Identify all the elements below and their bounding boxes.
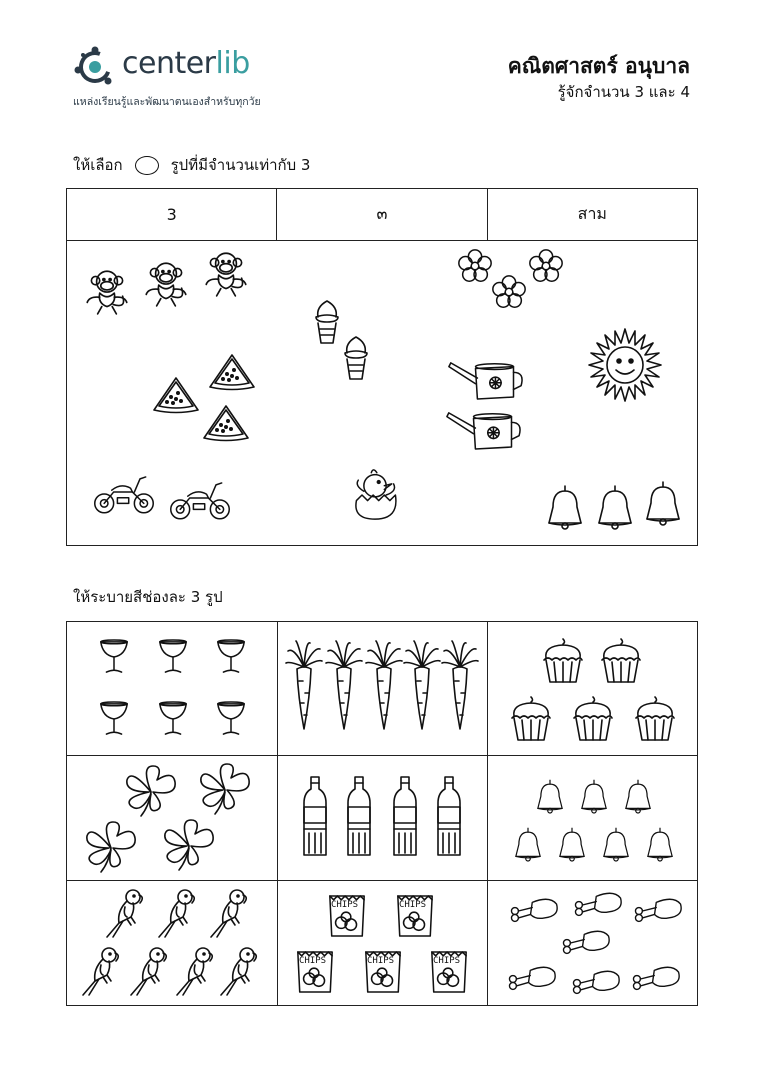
chips-icon bbox=[294, 947, 336, 997]
chips-label: CHIPS bbox=[331, 900, 359, 910]
drumstick-icon[interactable] bbox=[572, 889, 624, 921]
motorcycle-icon[interactable] bbox=[167, 477, 233, 521]
carrot-icon[interactable] bbox=[364, 636, 404, 734]
cell-carrots bbox=[278, 622, 488, 756]
chips-bag[interactable] bbox=[394, 891, 436, 941]
drumstick-icon[interactable] bbox=[570, 967, 622, 999]
chips-label: CHIPS bbox=[433, 956, 461, 966]
flower-icon[interactable] bbox=[456, 247, 494, 285]
chick-icon[interactable] bbox=[349, 467, 401, 523]
chips-icon bbox=[394, 891, 436, 941]
ice-cream-icon[interactable] bbox=[312, 297, 342, 347]
chips-label: CHIPS bbox=[399, 900, 427, 910]
parrot-icon[interactable] bbox=[155, 887, 199, 939]
glass-icon[interactable] bbox=[97, 636, 131, 678]
parrot-icon[interactable] bbox=[127, 945, 171, 997]
bell-icon[interactable] bbox=[512, 826, 544, 864]
carrot-icon[interactable] bbox=[440, 636, 480, 734]
glass-icon[interactable] bbox=[97, 698, 131, 740]
chips-icon bbox=[362, 947, 404, 997]
watermelon-icon[interactable] bbox=[207, 352, 257, 392]
parrot-icon[interactable] bbox=[173, 945, 217, 997]
flower-icon[interactable] bbox=[490, 273, 528, 311]
brand-name-part2: lib bbox=[215, 46, 250, 81]
chips-bag[interactable] bbox=[362, 947, 404, 997]
cupcake-icon[interactable] bbox=[508, 694, 554, 744]
bottle-icon[interactable] bbox=[390, 774, 420, 860]
glass-icon[interactable] bbox=[214, 636, 248, 678]
brand-name bbox=[122, 46, 250, 81]
monkey-icon[interactable] bbox=[81, 265, 133, 317]
chips-bag[interactable] bbox=[428, 947, 470, 997]
glass-icon[interactable] bbox=[214, 698, 248, 740]
carrot-icon[interactable] bbox=[324, 636, 364, 734]
carrot-icon[interactable] bbox=[284, 636, 324, 734]
cupcake-icon[interactable] bbox=[632, 694, 678, 744]
parrot-icon[interactable] bbox=[207, 887, 251, 939]
instruction-2: ให้ระบายสีช่องละ 3 รูป bbox=[73, 588, 223, 606]
parrot-icon[interactable] bbox=[79, 945, 123, 997]
chips-label: CHIPS bbox=[299, 956, 327, 966]
bell-icon[interactable] bbox=[534, 778, 566, 816]
watermelon-icon[interactable] bbox=[151, 375, 201, 415]
bell-icon[interactable] bbox=[622, 778, 654, 816]
clover-icon[interactable] bbox=[193, 760, 257, 816]
ice-cream-icon[interactable] bbox=[341, 333, 371, 383]
chips-bag[interactable] bbox=[294, 947, 336, 997]
monkey-icon[interactable] bbox=[140, 257, 192, 309]
cupcake-icon[interactable] bbox=[570, 694, 616, 744]
bottle-icon[interactable] bbox=[434, 774, 464, 860]
cupcake-icon[interactable] bbox=[540, 636, 586, 686]
bell-icon[interactable] bbox=[556, 826, 588, 864]
bell-icon[interactable] bbox=[643, 479, 683, 529]
cell-parrots bbox=[67, 881, 278, 1005]
clover-icon[interactable] bbox=[119, 762, 183, 818]
cupcake-icon[interactable] bbox=[598, 636, 644, 686]
chips-icon bbox=[326, 891, 368, 941]
flower-icon[interactable] bbox=[527, 247, 565, 285]
oval-icon bbox=[135, 156, 159, 175]
sun-icon[interactable] bbox=[585, 325, 665, 405]
drumstick-icon[interactable] bbox=[630, 963, 682, 995]
column-header-numeral: 3 bbox=[67, 189, 277, 240]
parrot-icon[interactable] bbox=[103, 887, 147, 939]
clover-icon[interactable] bbox=[79, 818, 143, 874]
bell-icon[interactable] bbox=[644, 826, 676, 864]
drumstick-icon[interactable] bbox=[632, 895, 684, 927]
bell-icon[interactable] bbox=[595, 483, 635, 533]
chips-icon bbox=[428, 947, 470, 997]
cell-glasses bbox=[67, 622, 278, 756]
bottle-icon[interactable] bbox=[300, 774, 330, 860]
cell-drumsticks bbox=[488, 881, 697, 1005]
brand-name-part1: center bbox=[122, 46, 216, 81]
cell-chips bbox=[278, 881, 488, 1005]
cell-bells bbox=[488, 756, 697, 881]
coloring-table bbox=[66, 621, 698, 1006]
carrot-icon[interactable] bbox=[402, 636, 442, 734]
bottle-icon[interactable] bbox=[344, 774, 374, 860]
column-header-thai-numeral: ๓ bbox=[277, 189, 487, 240]
logo-icon bbox=[72, 44, 118, 90]
cell-bottles bbox=[278, 756, 488, 881]
glass-icon[interactable] bbox=[156, 698, 190, 740]
bell-icon[interactable] bbox=[578, 778, 610, 816]
drumstick-icon[interactable] bbox=[506, 963, 558, 995]
instruction-1 bbox=[73, 153, 310, 177]
instruction-1-after: รูปที่มีจำนวนเท่ากับ 3 bbox=[170, 156, 311, 174]
selection-table bbox=[66, 188, 698, 546]
drumstick-icon[interactable] bbox=[508, 895, 560, 927]
instruction-1-before: ให้เลือก bbox=[73, 156, 123, 174]
drumstick-icon[interactable] bbox=[560, 927, 612, 959]
page-title: คณิตศาสตร์ อนุบาล bbox=[507, 54, 690, 78]
column-header-thai-word: สาม bbox=[577, 204, 607, 223]
watering-can-icon[interactable] bbox=[447, 355, 523, 403]
brand-tagline: แหล่งเรียนรู้และพัฒนาตนเองสำหรับทุกวัย bbox=[73, 96, 261, 108]
bell-icon[interactable] bbox=[545, 483, 585, 533]
clover-icon[interactable] bbox=[157, 816, 221, 872]
bell-icon[interactable] bbox=[600, 826, 632, 864]
page-subtitle: รู้จักจำนวน 3 และ 4 bbox=[557, 83, 690, 101]
motorcycle-icon[interactable] bbox=[91, 471, 157, 515]
watermelon-icon[interactable] bbox=[201, 403, 251, 443]
glass-icon[interactable] bbox=[156, 636, 190, 678]
cell-cupcakes bbox=[488, 622, 697, 756]
parrot-icon[interactable] bbox=[217, 945, 261, 997]
selection-header-row bbox=[67, 189, 697, 241]
chips-label: CHIPS bbox=[367, 956, 395, 966]
chips-bag[interactable] bbox=[326, 891, 368, 941]
monkey-icon[interactable] bbox=[200, 247, 252, 299]
watering-can-icon[interactable] bbox=[445, 405, 521, 453]
cell-clovers bbox=[67, 756, 278, 881]
